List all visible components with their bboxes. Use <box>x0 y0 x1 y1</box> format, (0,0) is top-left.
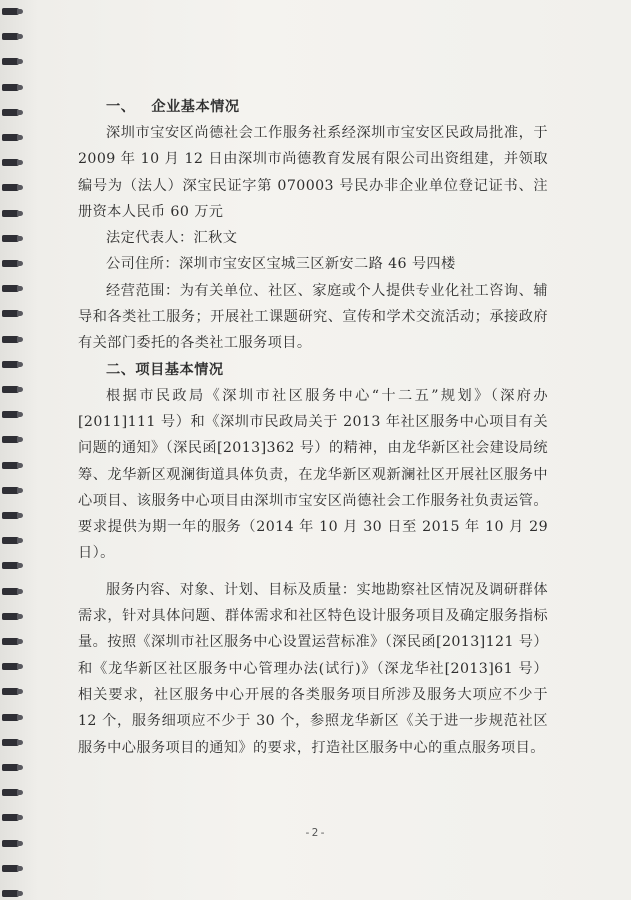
binding-ring <box>2 58 20 65</box>
paragraph-gap <box>78 567 548 577</box>
binding-ring <box>2 134 20 141</box>
section-heading-project: 二、项目基本情况 <box>106 361 224 378</box>
binding-ring <box>2 890 20 897</box>
spiral-binding <box>0 0 26 900</box>
legal-representative: 法定代表人：汇秋文 <box>106 230 238 247</box>
binding-ring <box>2 235 20 242</box>
binding-ring <box>2 84 20 91</box>
binding-ring <box>2 512 20 519</box>
binding-ring <box>2 310 20 317</box>
project-basis-paragraph: 根据市民政局《深圳市社区服务中心“十二五”规划》（深府办[2011]111 号）和《深圳市民政局关于 2013 年社区服务中心项目有关问题的通知》（深民函[2013]362 号）的精神，由龙华新区社会建设局统筹、龙华新区观澜街道具体负责，在龙华新区观新澜社区开展社区服务中心项目、该服务中心项目由深圳市宝安区尚德社会工作服务社负责运管。要求提供为期一年的服务（2014 年 10 月 30 日至 2015 年 10 月 29 日）。 <box>78 387 548 562</box>
binding-ring <box>2 361 20 368</box>
binding-ring <box>2 714 20 721</box>
binding-ring <box>2 386 20 393</box>
binding-ring <box>2 33 20 40</box>
binding-ring <box>2 764 20 771</box>
binding-ring <box>2 739 20 746</box>
section-number: 一、 <box>106 99 136 115</box>
binding-ring <box>2 865 20 872</box>
binding-ring <box>2 814 20 821</box>
binding-ring <box>2 789 20 796</box>
binding-ring <box>2 638 20 645</box>
binding-ring <box>2 613 20 620</box>
binding-ring <box>2 210 20 217</box>
company-address: 公司住所：深圳市宝安区宝城三区新安二路 46 号四楼 <box>106 256 456 273</box>
section-heading-company <box>106 94 548 120</box>
page-content <box>78 94 548 761</box>
service-content-paragraph: 服务内容、对象、计划、目标及质量：实地勘察社区情况及调研群体需求，针对具体问题、群体需求和社区特色设计服务项目及确定服务指标量。按照《深圳市社区服务中心设置运营标准》（深民函[2013]121 号）和《龙华新区社区服务中心管理办法(试行)》（深龙华社[2013]61 号）相关要求，社区服务中心开展的各类服务项目所涉及服务大项应不少于 12 个，服务细项应不少于 30 个，参照龙华新区《关于进一步规范社区服务中心服务项目的通知》的要求，打造社区服务中心的重点服务项目。 <box>78 581 548 756</box>
binding-ring <box>2 336 20 343</box>
page-number: -2- <box>304 826 327 839</box>
binding-ring <box>2 663 20 670</box>
company-intro-paragraph: 深圳市宝安区尚德社会工作服务社系经深圳市宝安区民政局批准，于 2009 年 10 月 12 日由深圳市尚德教育发展有限公司出资组建，并领取编号为（法人）深宝民证字第 070003 号民办非企业单位登记证书、注册资本人民币 60 万元 <box>78 125 548 220</box>
binding-ring <box>2 840 20 847</box>
binding-ring <box>2 462 20 469</box>
binding-ring <box>2 562 20 569</box>
binding-ring <box>2 537 20 544</box>
business-scope: 经营范围：为有关单位、社区、家庭或个人提供专业化社工咨询、辅导和各类社工服务；开展社工课题研究、宣传和学术交流活动；承接政府有关部门委托的各类社工服务项目。 <box>78 282 548 352</box>
binding-ring <box>2 588 20 595</box>
binding-ring <box>2 285 20 292</box>
binding-ring <box>2 688 20 695</box>
binding-ring <box>2 436 20 443</box>
binding-ring <box>2 411 20 418</box>
binding-ring <box>2 8 20 15</box>
binding-ring <box>2 260 20 267</box>
binding-ring <box>2 159 20 166</box>
section-title: 企业基本情况 <box>151 99 240 115</box>
binding-ring <box>2 184 20 191</box>
binding-ring <box>2 487 20 494</box>
binding-ring <box>2 109 20 116</box>
